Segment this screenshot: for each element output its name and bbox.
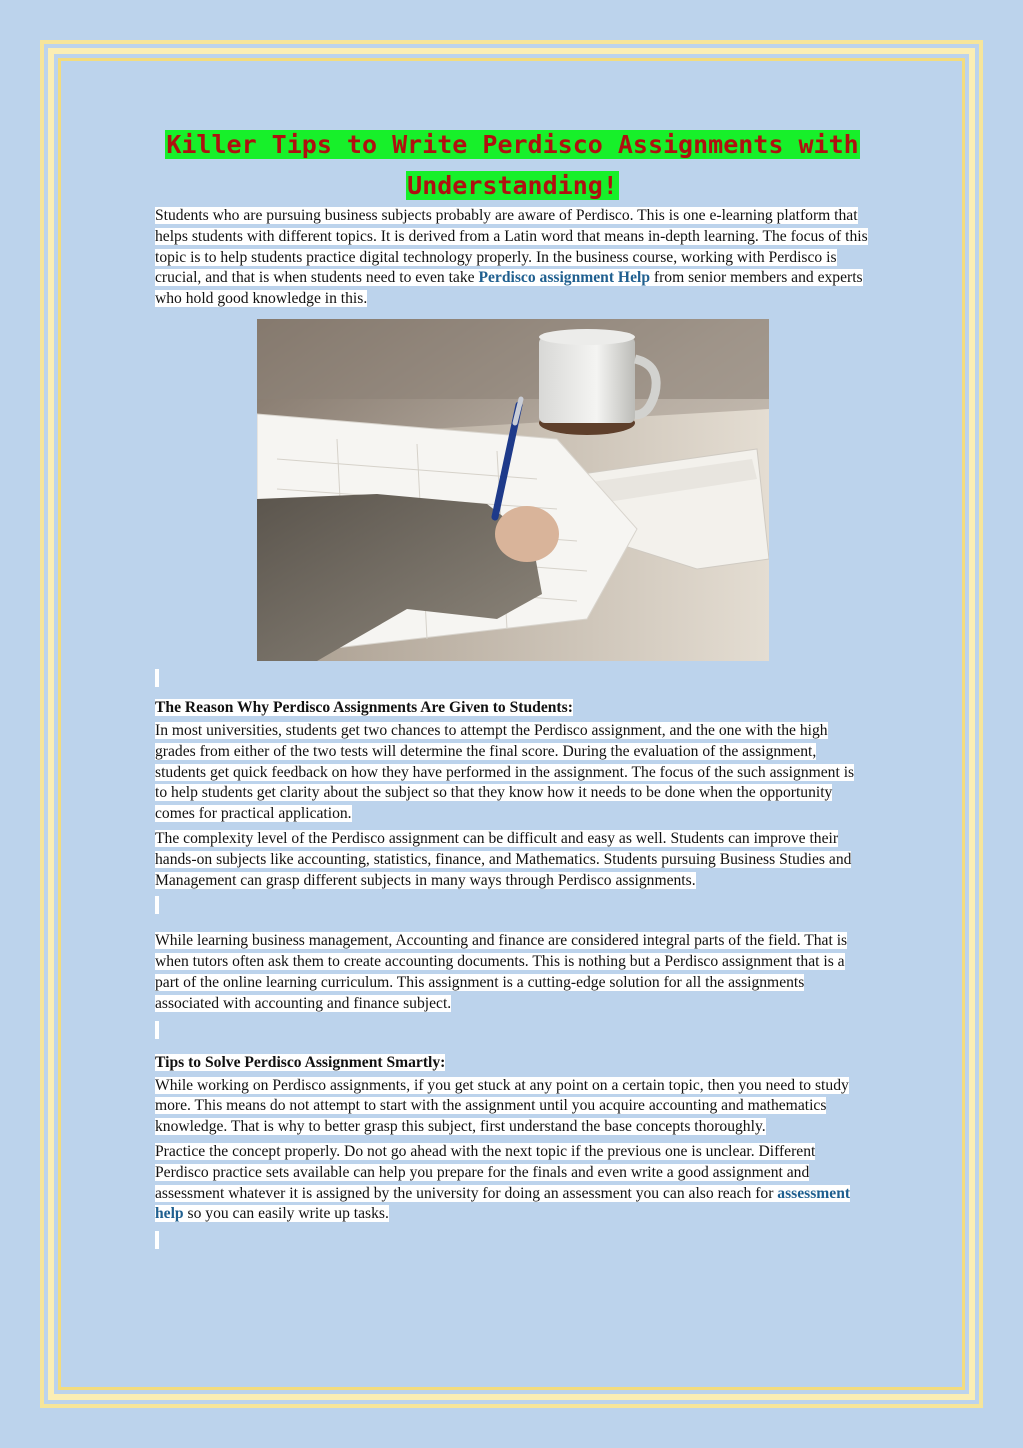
section2-text-before-link: Practice the concept properly. Do not go ahead with the next topic if the previous one is unclear. Different Perdisco practice sets available can help you prepare for the finals and even write a good assignment and assessment whatever it is assigned by the university for doing an assessment you can also reach for xyxy=(155,1142,816,1202)
title-line-2: Understanding! xyxy=(407,171,618,200)
section1-paragraph-2: The complexity level of the Perdisco assignment can be difficult and easy as well. Students can improve their hands-on subjects like accounting, statistics, finance, and Mathematics. Students pursuing Business Studies and Management can grasp different subjects in many ways through Perdisco assignments. xyxy=(155,829,852,889)
section2-paragraph-2 xyxy=(155,1142,870,1225)
section-marker xyxy=(155,1021,159,1039)
section2-heading: Tips to Solve Perdisco Assignment Smartly: xyxy=(155,1053,446,1071)
title-line-1: Killer Tips to Write Perdisco Assignments with xyxy=(166,130,859,159)
section1-paragraph-3: While learning business management, Accounting and finance are considered integral parts of the field. That is when tutors often ask them to create accounting documents. This is nothing but a Perdisco assignment that is a part of the online learning curriculum. This assignment is a cutting-edge solution for all the assignments associated with accounting and finance subject. xyxy=(155,932,848,1012)
section-marker xyxy=(155,896,159,914)
writing-hand xyxy=(495,506,559,562)
assessment-help-link[interactable]: assessment help xyxy=(155,1184,851,1223)
section2-text-after-link: so you can easily write up tasks. xyxy=(183,1205,389,1223)
intro-text-after-link: from senior members and experts who hold good knowledge in this. xyxy=(155,269,863,308)
section1-heading: The Reason Why Perdisco Assignments Are Given to Students: xyxy=(155,698,573,716)
section2-paragraph-1: While working on Perdisco assignments, if you get stuck at any point on a certain topic, then you need to study more. This means do not attempt to start with the assignment until you acquire accounting and mathematics knowledge. That is why to better grasp this subject, first understand the base concepts thoroughly. xyxy=(155,1076,849,1136)
section-marker xyxy=(155,669,159,687)
perdisco-assignment-help-link[interactable]: Perdisco assignment Help xyxy=(478,269,650,287)
intro-paragraph xyxy=(155,206,870,310)
desk-writing-photo xyxy=(257,319,769,661)
page-title xyxy=(155,124,870,206)
intro-text-before-link: Students who are pursuing business subjects probably are aware of Perdisco. This is one e-learning platform that helps students with different topics. It is derived from a Latin word that means in-depth learning. The focus of this topic is to help students practice digital technology properly. In the business course, working with Perdisco is crucial, and that is when students need to even take xyxy=(155,207,868,287)
section-marker xyxy=(155,1231,159,1249)
document-content xyxy=(155,124,870,1249)
coffee-mug xyxy=(539,337,635,423)
section1-paragraph-1: In most universities, students get two chances to attempt the Perdisco assignment, and the one with the high grades from either of the two tests will determine the final score. During the evaluation of the assignment, students get quick feedback on how they have performed in the assignment. The focus of the such assignment is to help students get clarity about the subject so that they know how it needs to be done when the opportunity comes for practical application. xyxy=(155,721,855,823)
